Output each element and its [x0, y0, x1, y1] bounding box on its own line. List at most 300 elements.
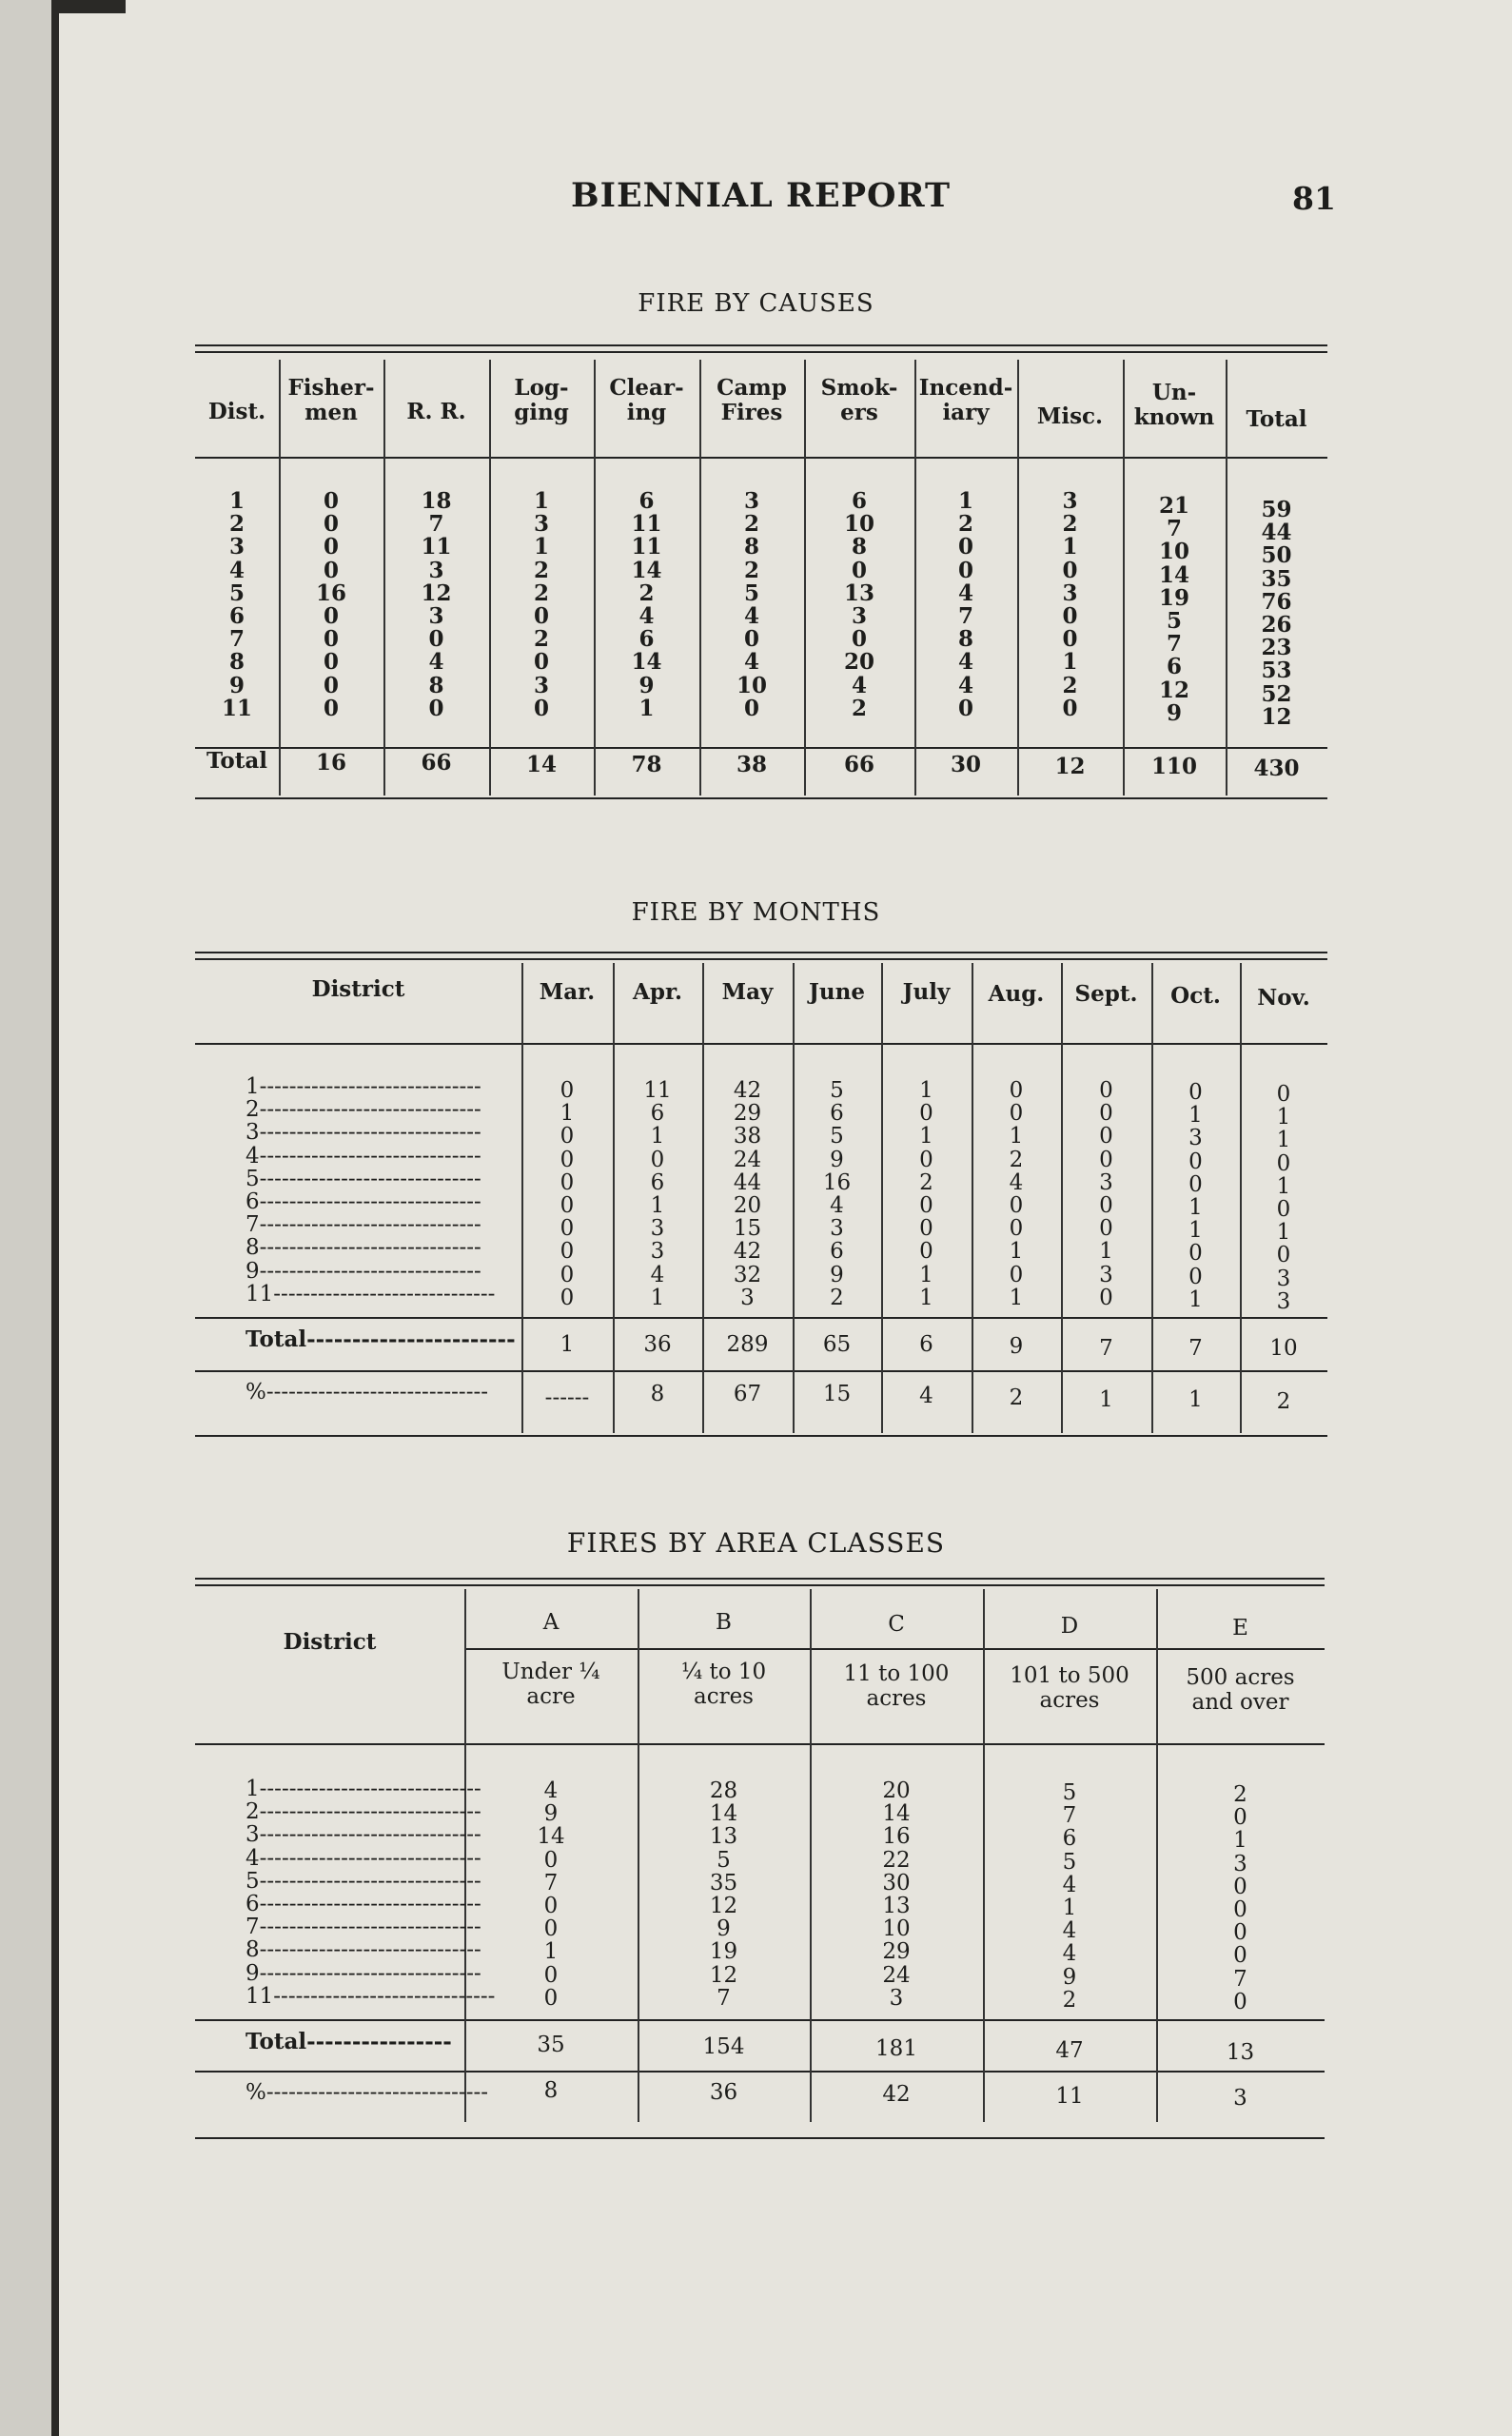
months-header-mar: Mar.	[539, 979, 596, 1005]
value-cell: 7	[1166, 631, 1182, 658]
district-label: 1------------------------------	[245, 1074, 481, 1099]
district-number: 7	[245, 1915, 260, 1940]
months-percent-rule	[195, 1370, 1327, 1372]
months-total-rule	[195, 1317, 1327, 1319]
areas-col-d	[983, 1781, 1156, 2012]
value-cell: 16	[882, 1824, 911, 1850]
months-col-nov	[1240, 1083, 1327, 1313]
value-cell: 1	[1009, 1124, 1024, 1149]
causes-top-rule	[195, 344, 1327, 353]
areas-total-value: 47	[1055, 2038, 1084, 2063]
value-cell: 32	[733, 1262, 762, 1287]
areas-class-letter: E	[1232, 1616, 1248, 1640]
areas-percent-value: 36	[709, 2080, 738, 2105]
dist-cell: 11	[221, 695, 252, 721]
areas-header-rule	[195, 1743, 1325, 1745]
causes-header-fishermen	[279, 376, 383, 425]
value-cell: 0	[1188, 1264, 1203, 1289]
value-cell: 0	[560, 1285, 575, 1310]
value-cell: 0	[560, 1239, 575, 1265]
causes-col-incendiary	[914, 490, 1017, 720]
value-cell: 3	[1233, 1851, 1247, 1876]
value-cell: 0	[560, 1262, 575, 1287]
months-col-june	[793, 1079, 881, 1309]
causes-header-clearing	[594, 376, 699, 425]
value-cell: 0	[533, 649, 549, 676]
months-header-june: June	[809, 979, 865, 1005]
district-number: 6	[245, 1891, 260, 1916]
causes-col-unknown	[1123, 495, 1226, 725]
months-total-value: 10	[1269, 1336, 1298, 1361]
value-cell: 1	[1188, 1287, 1203, 1312]
header-line1: Smok-	[820, 375, 898, 401]
causes-header-campfires	[699, 376, 804, 425]
months-percent-value: 8	[650, 1382, 665, 1406]
district-label: 6------------------------------	[245, 1189, 481, 1214]
months-percent-value: 15	[822, 1382, 852, 1406]
value-cell: 6	[830, 1239, 844, 1265]
value-cell: 0	[323, 626, 339, 653]
district-number: 1	[245, 1777, 260, 1801]
value-cell: 5	[743, 580, 759, 606]
causes-total-misc: 12	[1054, 754, 1086, 779]
areas-letter-rule	[466, 1648, 1325, 1650]
value-cell: 4	[743, 649, 759, 676]
value-cell: 6	[650, 1169, 665, 1195]
causes-header-misc	[1017, 404, 1123, 429]
district-label: 5------------------------------	[245, 1166, 481, 1191]
total-label-text: Total	[245, 2029, 307, 2054]
causes-header-incendiary	[914, 376, 1017, 425]
value-cell: 0	[323, 534, 339, 560]
value-cell: 6	[1166, 654, 1182, 680]
value-cell: 4	[830, 1192, 844, 1218]
value-cell: 38	[733, 1124, 762, 1149]
value-cell: 3	[1099, 1169, 1113, 1195]
months-col-july	[881, 1079, 972, 1309]
district-label: 6------------------------------	[245, 1891, 481, 1916]
value-cell: 0	[533, 695, 549, 721]
value-cell: 0	[1009, 1262, 1024, 1287]
areas-class-letter: A	[542, 1610, 560, 1635]
value-cell: 14	[882, 1801, 911, 1827]
value-cell: 3	[650, 1216, 665, 1242]
value-cell: 3	[830, 1216, 844, 1242]
areas-class-range	[983, 1663, 1156, 1713]
value-cell: 13	[709, 1824, 738, 1850]
value-cell: 30	[882, 1870, 911, 1896]
value-cell: 22	[882, 1847, 911, 1873]
dist-cell: 8	[228, 649, 245, 676]
range-line2: acres	[866, 1686, 927, 1711]
value-cell: 5	[830, 1124, 844, 1149]
value-cell: 1	[919, 1124, 933, 1149]
value-cell: 52	[1261, 680, 1292, 707]
causes-header-logging	[489, 376, 594, 425]
value-cell: 44	[733, 1169, 762, 1195]
value-cell: 0	[1276, 1243, 1291, 1268]
areas-col-b	[638, 1779, 810, 2010]
value-cell: 0	[919, 1216, 933, 1242]
months-header-july: July	[902, 979, 951, 1005]
value-cell: 3	[650, 1239, 665, 1265]
value-cell: 1	[919, 1285, 933, 1310]
district-number: 8	[245, 1235, 260, 1261]
value-cell: 0	[851, 557, 867, 583]
causes-total-incendiary: 30	[950, 752, 981, 777]
value-cell: 0	[428, 695, 444, 721]
district-number: 4	[245, 1143, 260, 1169]
value-cell: 0	[1099, 1147, 1113, 1172]
value-cell: 14	[537, 1824, 565, 1850]
value-cell: 0	[428, 626, 444, 653]
areas-col-a	[464, 1779, 638, 2010]
areas-top-rule	[195, 1578, 1325, 1586]
areas-class-range	[810, 1661, 983, 1711]
months-district-labels	[245, 1075, 510, 1306]
value-cell: 4	[743, 602, 759, 629]
value-cell: 0	[543, 1893, 559, 1918]
value-cell: 13	[843, 580, 874, 606]
value-cell: 9	[1062, 1964, 1077, 1990]
areas-class-letter: C	[888, 1612, 905, 1637]
areas-bottom-rule	[195, 2137, 1325, 2139]
value-cell: 0	[1233, 1896, 1247, 1922]
value-cell: 2	[533, 626, 549, 653]
value-cell: 0	[1233, 1805, 1247, 1831]
value-cell: 15	[733, 1216, 762, 1242]
district-label: 2------------------------------	[245, 1097, 481, 1123]
page-header	[0, 176, 1512, 224]
value-cell: 0	[533, 602, 549, 629]
areas-percent-rule	[195, 2071, 1325, 2073]
value-cell: 1	[1276, 1105, 1291, 1130]
header-line1: Incend-	[918, 375, 1013, 401]
value-cell: 1	[1099, 1239, 1113, 1265]
page-number: 81	[1292, 180, 1336, 217]
district-number: 3	[245, 1120, 260, 1146]
value-cell: 26	[1261, 611, 1292, 638]
months-percent-value: 1	[1099, 1387, 1113, 1412]
value-cell: 0	[323, 602, 339, 629]
value-cell: 6	[650, 1101, 665, 1127]
areas-class-letter: B	[716, 1610, 732, 1635]
value-cell: 0	[560, 1147, 575, 1172]
value-cell: 9	[830, 1262, 844, 1287]
value-cell: 0	[919, 1147, 933, 1172]
value-cell: 0	[1233, 1989, 1247, 2014]
header-line1: Dist.	[207, 399, 266, 424]
value-cell: 0	[543, 1847, 559, 1873]
causes-header-rr	[383, 400, 489, 424]
months-total-value: 65	[822, 1332, 852, 1357]
areas-col-c	[810, 1779, 983, 2010]
district-label: 2------------------------------	[245, 1799, 481, 1825]
value-cell: 18	[421, 488, 452, 514]
dist-cell: 6	[228, 602, 245, 629]
value-cell: 3	[889, 1985, 904, 2011]
value-cell: 0	[1188, 1241, 1203, 1267]
value-cell: 16	[315, 580, 346, 606]
value-cell: 0	[1062, 557, 1078, 583]
value-cell: 11	[643, 1078, 672, 1103]
value-cell: 0	[957, 695, 973, 721]
header-line1: Clear-	[609, 375, 684, 401]
value-cell: 0	[1009, 1192, 1024, 1218]
district-number: 8	[245, 1937, 260, 1963]
months-percent-blank: ------	[544, 1385, 590, 1410]
months-col-aug	[972, 1079, 1061, 1309]
value-cell: 1	[1233, 1828, 1247, 1854]
causes-total-logging: 14	[525, 752, 557, 777]
value-cell: 3	[1276, 1288, 1291, 1314]
value-cell: 6	[851, 488, 867, 514]
areas-total-value: 35	[537, 2033, 565, 2057]
value-cell: 14	[631, 649, 662, 676]
header-line1: Un-	[1151, 380, 1197, 405]
months-col-apr	[613, 1079, 702, 1309]
value-cell: 1	[1062, 649, 1078, 676]
areas-total-value: 181	[875, 2036, 917, 2061]
causes-total-smokers: 66	[843, 752, 874, 777]
areas-district-labels	[245, 1777, 496, 2009]
areas-class-range	[464, 1660, 638, 1709]
value-cell: 0	[1009, 1078, 1024, 1103]
value-cell: 0	[919, 1101, 933, 1127]
value-cell: 2	[1062, 511, 1078, 538]
causes-bottom-rule	[195, 797, 1327, 799]
district-label: 4------------------------------	[245, 1143, 481, 1169]
value-cell: 0	[1099, 1192, 1113, 1218]
value-cell: 0	[1099, 1101, 1113, 1127]
areas-percent-value: 11	[1055, 2084, 1084, 2109]
district-number: 1	[245, 1074, 260, 1099]
value-cell: 2	[1233, 1782, 1247, 1807]
value-cell: 76	[1261, 588, 1292, 615]
months-header-rule	[195, 1043, 1327, 1045]
value-cell: 12	[709, 1893, 738, 1918]
dist-cell: 7	[228, 626, 245, 653]
header-line1: Misc.	[1036, 403, 1104, 429]
header-line1: Total	[1246, 406, 1307, 432]
value-cell: 7	[717, 1985, 731, 2011]
dist-cell: 1	[228, 488, 245, 514]
value-cell: 20	[843, 649, 874, 676]
value-cell: 1	[1276, 1220, 1291, 1246]
value-cell: 8	[957, 626, 973, 653]
value-cell: 0	[1062, 626, 1078, 653]
value-cell: 24	[733, 1147, 762, 1172]
causes-col-total	[1226, 499, 1327, 729]
value-cell: 0	[851, 626, 867, 653]
value-cell: 0	[1233, 1943, 1247, 1969]
value-cell: 2	[533, 557, 549, 583]
value-cell: 5	[717, 1847, 731, 1873]
value-cell: 3	[1188, 1126, 1203, 1151]
value-cell: 3	[1062, 580, 1078, 606]
value-cell: 7	[543, 1870, 559, 1896]
causes-header-dist	[195, 400, 279, 424]
value-cell: 7	[1166, 516, 1182, 542]
value-cell: 3	[851, 602, 867, 629]
district-label: 7------------------------------	[245, 1915, 481, 1940]
value-cell: 29	[882, 1939, 911, 1965]
months-total-value: 1	[560, 1332, 575, 1357]
header-line1: Fisher-	[287, 375, 375, 401]
areas-total-label: Total----------------	[245, 2029, 452, 2054]
value-cell: 6	[1062, 1826, 1077, 1852]
months-percent-value: 67	[733, 1382, 762, 1406]
value-cell: 0	[743, 695, 759, 721]
causes-header-unknown	[1123, 381, 1226, 430]
value-cell: 0	[957, 557, 973, 583]
value-cell: 0	[1233, 1920, 1247, 1946]
value-cell: 14	[1158, 561, 1189, 588]
value-cell: 1	[957, 488, 973, 514]
value-cell: 1	[1276, 1128, 1291, 1153]
district-number: 11	[245, 1281, 274, 1306]
causes-header-rule	[195, 457, 1327, 459]
months-header-district: District	[311, 976, 405, 1002]
value-cell: 1	[1276, 1173, 1291, 1199]
value-cell: 35	[1261, 565, 1292, 592]
value-cell: 20	[733, 1192, 762, 1218]
value-cell: 2	[638, 580, 655, 606]
value-cell: 4	[1009, 1169, 1024, 1195]
value-cell: 0	[1009, 1216, 1024, 1242]
district-label: 8------------------------------	[245, 1235, 481, 1261]
areas-total-rule	[195, 2019, 1325, 2021]
value-cell: 4	[851, 672, 867, 698]
value-cell: 10	[1158, 539, 1189, 565]
value-cell: 3	[533, 511, 549, 538]
value-cell: 0	[543, 1962, 559, 1988]
value-cell: 59	[1261, 497, 1292, 522]
value-cell: 0	[1188, 1171, 1203, 1197]
causes-col-clearing	[594, 490, 699, 720]
value-cell: 11	[631, 511, 662, 538]
total-label-text: Total	[245, 1326, 307, 1352]
causes-title: FIRE BY CAUSES	[638, 289, 874, 318]
value-cell: 7	[1062, 1803, 1077, 1829]
dist-cell: 3	[228, 534, 245, 560]
months-header-may: May	[721, 979, 774, 1005]
value-cell: 2	[851, 695, 867, 721]
value-cell: 3	[740, 1285, 755, 1310]
months-header-sept: Sept.	[1074, 981, 1138, 1007]
value-cell: 10	[736, 672, 767, 698]
value-cell: 3	[1062, 488, 1078, 514]
value-cell: 8	[743, 534, 759, 560]
value-cell: 23	[1261, 635, 1292, 661]
months-percent-value: 1	[1188, 1387, 1203, 1412]
value-cell: 10	[843, 511, 874, 538]
range-line2: and over	[1191, 1690, 1289, 1715]
value-cell: 0	[1099, 1124, 1113, 1149]
percent-label-text: %	[245, 2080, 266, 2105]
causes-total-label: Total	[206, 748, 268, 774]
months-total-value: 9	[1009, 1334, 1024, 1359]
value-cell: 1	[1062, 534, 1078, 560]
months-header-nov: Nov.	[1257, 985, 1310, 1011]
value-cell: 24	[882, 1962, 911, 1988]
district-label: 11------------------------------	[245, 1281, 496, 1306]
value-cell: 0	[1276, 1196, 1291, 1222]
value-cell: 2	[1009, 1147, 1024, 1172]
header-line2: men	[304, 400, 358, 425]
district-number: 2	[245, 1097, 260, 1123]
header-line2: known	[1133, 404, 1215, 430]
value-cell: 6	[638, 488, 655, 514]
district-label: 3------------------------------	[245, 1822, 481, 1848]
value-cell: 0	[560, 1192, 575, 1218]
district-label: 9------------------------------	[245, 1258, 481, 1284]
value-cell: 0	[543, 1985, 559, 2011]
value-cell: 0	[1233, 1874, 1247, 1899]
value-cell: 28	[709, 1778, 738, 1803]
value-cell: 6	[830, 1101, 844, 1127]
header-line2: iary	[942, 400, 990, 425]
value-cell: 0	[560, 1124, 575, 1149]
months-total-label: Total-----------------------	[245, 1326, 516, 1352]
dist-cell: 9	[228, 672, 245, 698]
value-cell: 1	[919, 1078, 933, 1103]
months-total-value: 7	[1188, 1336, 1203, 1361]
value-cell: 3	[428, 602, 444, 629]
value-cell: 2	[1062, 1987, 1077, 2013]
areas-col-e	[1156, 1783, 1325, 2014]
causes-total-clearing: 78	[631, 752, 662, 777]
months-col-may	[702, 1079, 793, 1309]
months-total-value: 289	[726, 1332, 769, 1357]
causes-total-unknown: 110	[1150, 754, 1197, 779]
value-cell: 1	[1009, 1285, 1024, 1310]
value-cell: 12	[1261, 703, 1292, 730]
areas-total-value: 13	[1226, 2040, 1255, 2065]
months-header-oct: Oct.	[1170, 983, 1221, 1009]
value-cell: 0	[323, 672, 339, 698]
value-cell: 8	[851, 534, 867, 560]
areas-title: FIRES BY AREA CLASSES	[566, 1527, 946, 1559]
months-total-value: 6	[919, 1332, 933, 1357]
district-label: 5------------------------------	[245, 1868, 481, 1894]
causes-col-rr	[383, 490, 489, 720]
value-cell: 0	[1099, 1216, 1113, 1242]
value-cell: 44	[1261, 520, 1292, 546]
value-cell: 2	[919, 1169, 933, 1195]
value-cell: 3	[533, 672, 549, 698]
areas-percent-value: 3	[1233, 2086, 1247, 2111]
areas-percent-value: 8	[543, 2078, 559, 2103]
value-cell: 0	[919, 1239, 933, 1265]
causes-header-smokers	[804, 376, 914, 425]
value-cell: 29	[733, 1101, 762, 1127]
value-cell: 0	[323, 511, 339, 538]
value-cell: 35	[709, 1870, 738, 1896]
areas-class-range	[1156, 1665, 1325, 1715]
value-cell: 1	[919, 1262, 933, 1287]
value-cell: 4	[638, 602, 655, 629]
causes-col-dist	[195, 490, 279, 720]
value-cell: 7	[1233, 1966, 1247, 1992]
value-cell: 8	[428, 672, 444, 698]
header-line2: Fires	[720, 400, 783, 425]
range-line2: acre	[526, 1684, 576, 1709]
district-number: 5	[245, 1868, 260, 1894]
causes-total-total: 430	[1253, 756, 1300, 781]
value-cell: 2	[1062, 672, 1078, 698]
value-cell: 5	[830, 1078, 844, 1103]
